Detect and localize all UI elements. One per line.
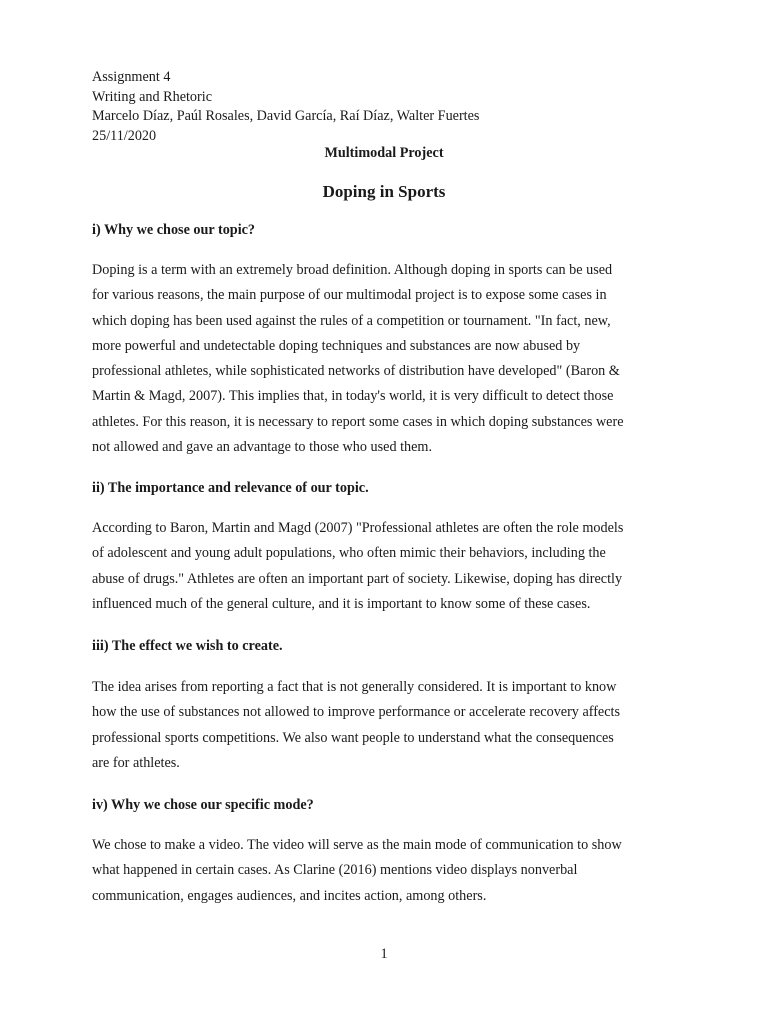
document-header — [92, 68, 479, 146]
page-number: 1 — [380, 946, 388, 962]
section-body-importance — [92, 516, 684, 617]
document-date: 25/11/2020 — [92, 127, 157, 144]
paragraph-line: of adolescent and young adult populations, who often mimic their behaviors, including the — [92, 545, 606, 562]
section-heading-effect: iii) The effect we wish to create. — [92, 638, 283, 654]
paragraph-line: Doping is a term with an extremely broad definition. Although doping in sports can be used — [92, 262, 613, 278]
paragraph-line: more powerful and undetectable doping techniques and substances are now abused by — [92, 337, 581, 354]
paragraph-line: The idea arises from reporting a fact that is not generally considered. It is important to know — [92, 679, 617, 695]
author-list: Marcelo Díaz, Paúl Rosales, David García, Raí Díaz, Walter Fuertes — [92, 108, 480, 125]
paragraph-line: Martin & Magd, 2007). This implies that, in today's world, it is very difficult to detect those — [92, 388, 614, 405]
paragraph-line: communication, engages audiences, and incites action, among others. — [92, 887, 487, 904]
section-heading-importance: ii) The importance and relevance of our topic. — [92, 480, 369, 496]
paragraph-line: professional athletes, while sophisticated networks of distribution have developed" (Baron & — [92, 363, 620, 380]
paragraph-line: how the use of substances not allowed to improve performance or accelerate recovery affects — [92, 704, 620, 721]
course-name: Writing and Rhetoric — [92, 88, 212, 105]
paragraph-line: We chose to make a video. The video will serve as the main mode of communication to show — [92, 837, 622, 853]
paragraph-line: not allowed and gave an advantage to those who used them. — [92, 439, 433, 456]
section-body-topic — [92, 258, 684, 460]
paragraph-line: influenced much of the general culture, and it is important to know some of these cases. — [92, 595, 591, 612]
assignment-label: Assignment 4 — [92, 69, 171, 85]
section-body-mode — [92, 833, 684, 909]
section-heading-mode: iv) Why we chose our specific mode? — [92, 797, 314, 813]
document-title: Doping in Sports — [322, 182, 446, 201]
paragraph-line: abuse of drugs." Athletes are often an important part of society. Likewise, doping has directly — [92, 570, 623, 587]
document-subtitle: Multimodal Project — [324, 145, 444, 161]
paragraph-line: professional sports competitions. We also want people to understand what the consequences — [92, 729, 614, 746]
paragraph-line: for various reasons, the main purpose of our multimodal project is to expose some cases in — [92, 287, 607, 304]
paragraph-line: According to Baron, Martin and Magd (2007) "Professional athletes are often the role models — [92, 520, 624, 536]
section-body-effect — [92, 675, 684, 776]
paragraph-line: which doping has been used against the rules of a competition or tournament. "In fact, new, — [92, 312, 611, 329]
section-heading-topic: i) Why we chose our topic? — [92, 222, 256, 238]
paragraph-line: are for athletes. — [92, 754, 180, 771]
paragraph-line: athletes. For this reason, it is necessary to report some cases in which doping substances were — [92, 413, 624, 430]
paragraph-line: what happened in certain cases. As Clarine (2016) mentions video displays nonverbal — [92, 862, 578, 879]
